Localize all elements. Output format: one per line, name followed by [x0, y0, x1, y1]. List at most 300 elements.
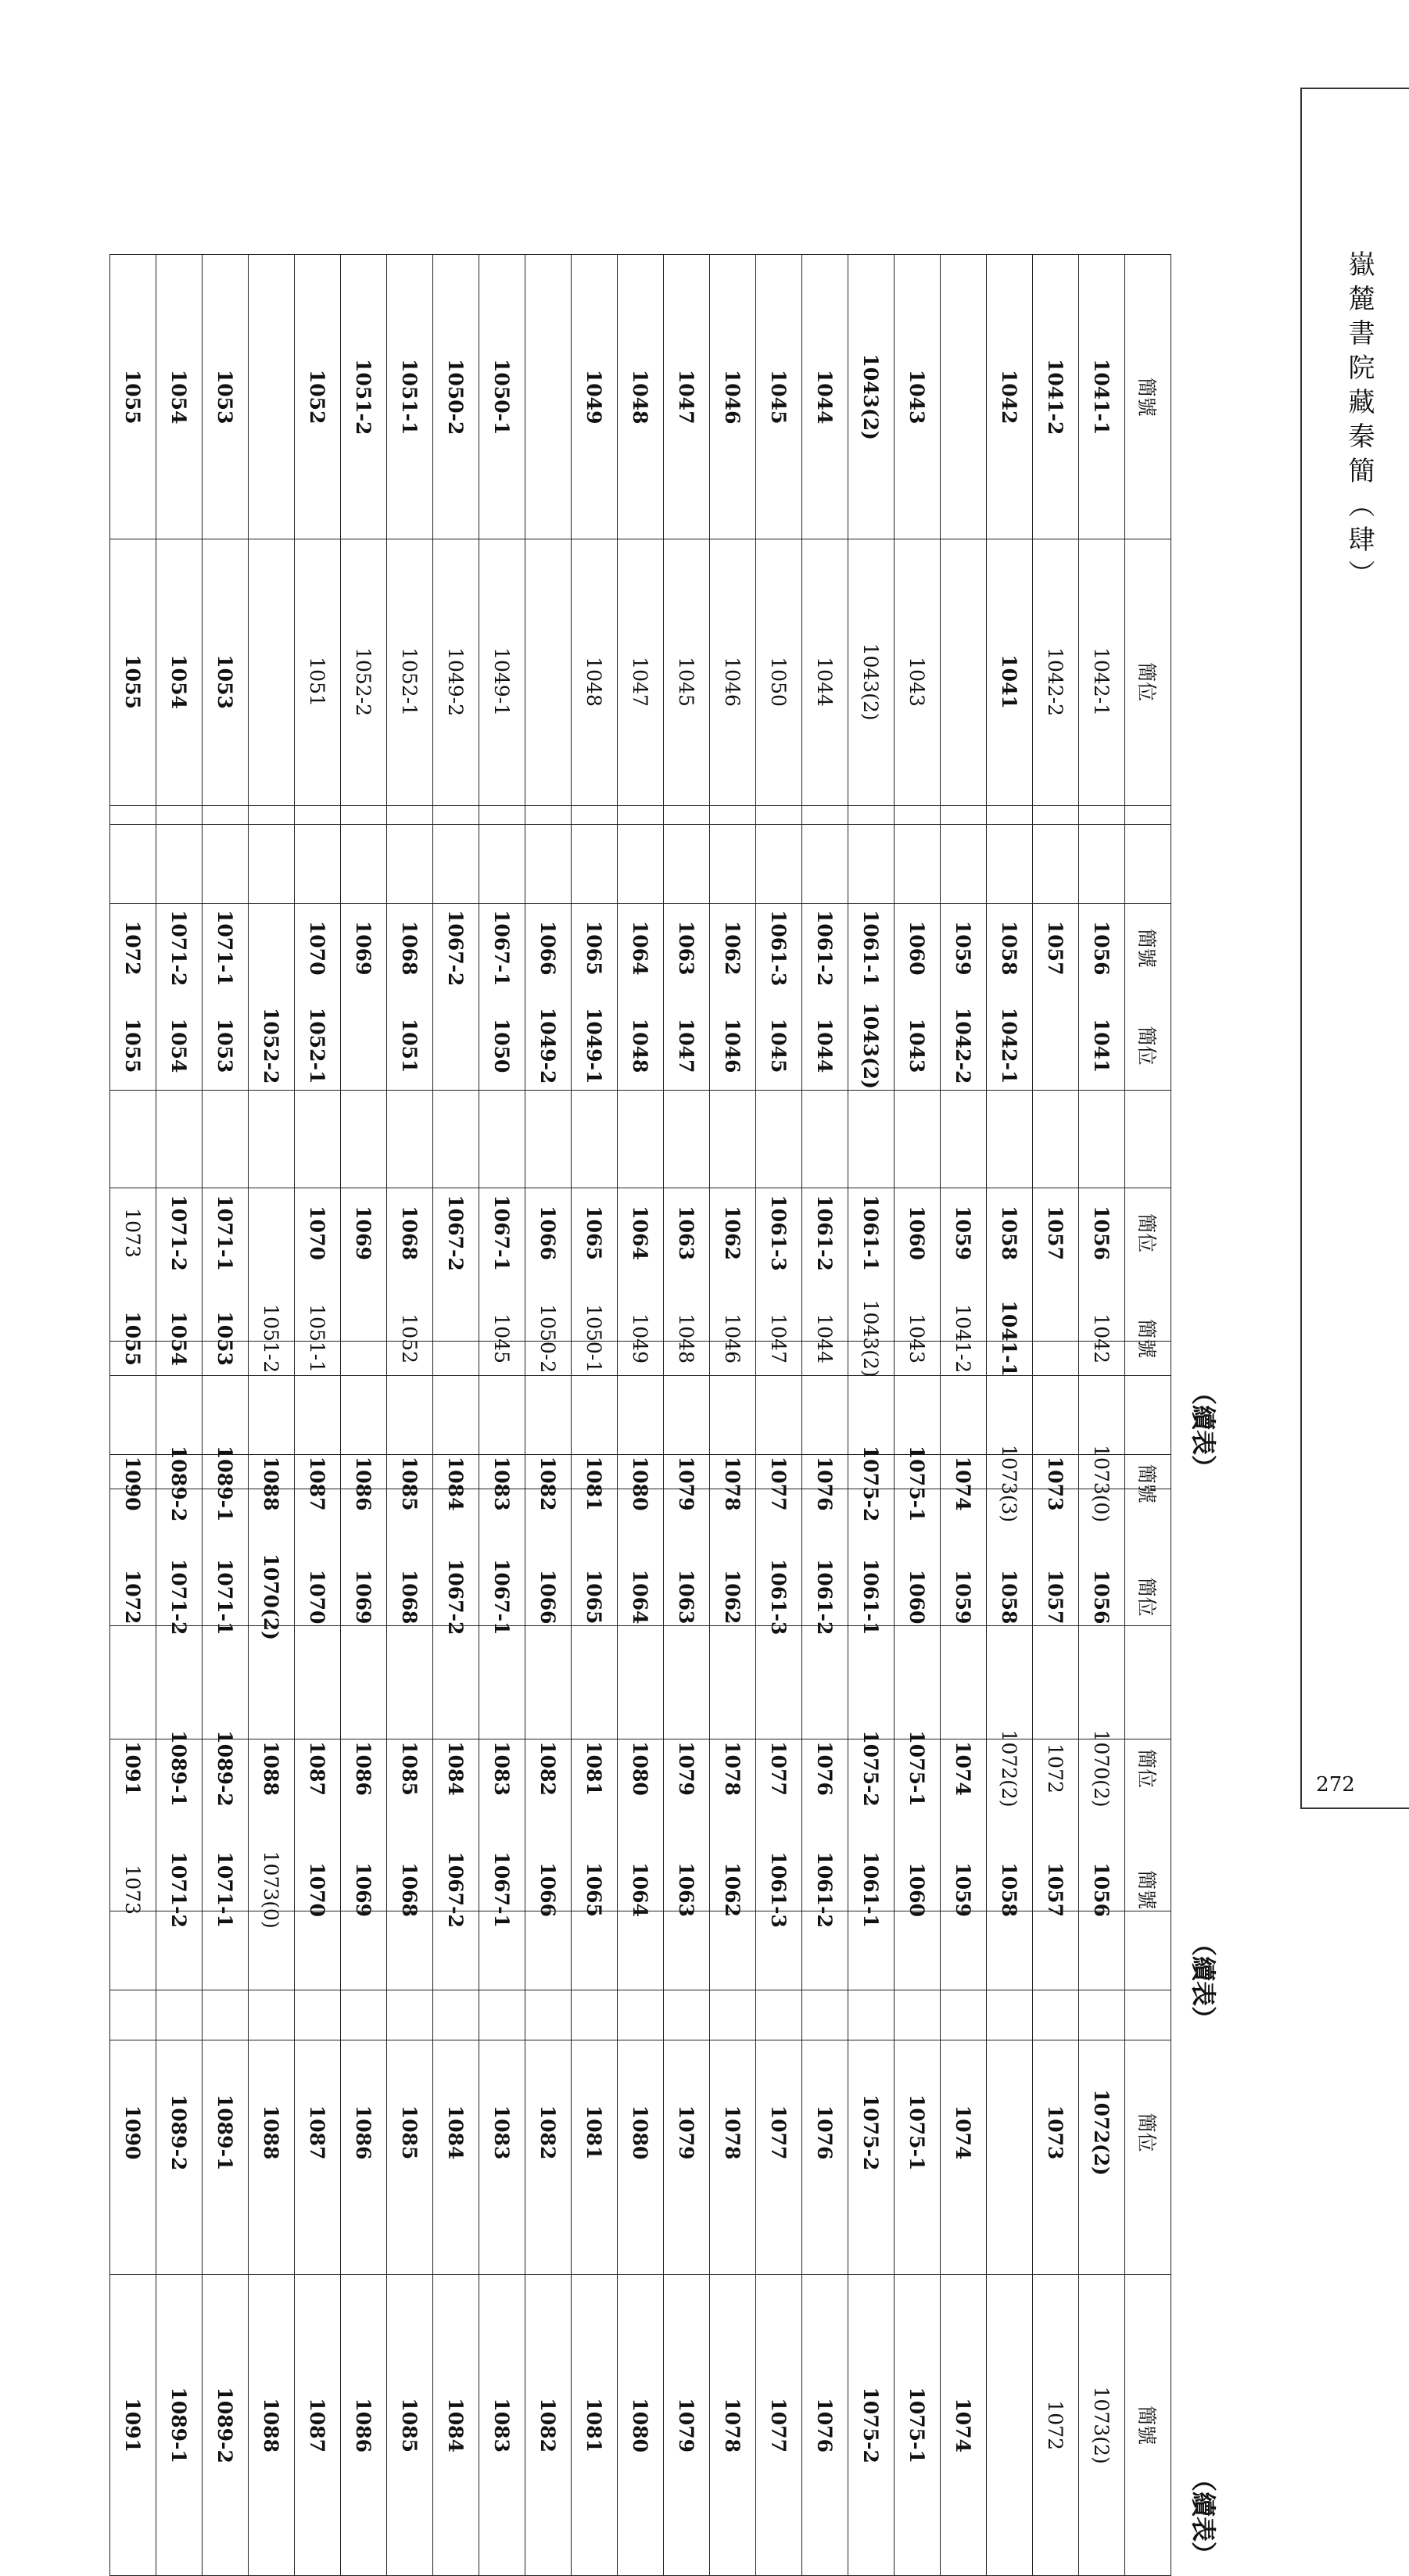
table-cell: 1082: [525, 2275, 572, 2576]
table-cell: 1060: [895, 1091, 941, 1375]
table-cell: 1043(2): [848, 255, 895, 539]
table-cell: 1081: [572, 2275, 618, 2576]
table-cell: 1061-1: [848, 1739, 895, 2040]
table-cell: 1054: [156, 539, 203, 824]
table-cell: 1062: [710, 1454, 756, 1739]
table-cell: 1059: [941, 1454, 987, 1739]
table-row: [664, 1342, 710, 2576]
table-cell: 1045: [756, 903, 802, 1188]
table-cell: 1042-1: [987, 903, 1033, 1188]
table-cell: 1089-1: [156, 1626, 203, 1911]
table-cell: 1047: [618, 539, 664, 824]
column-header: 簡號: [1125, 255, 1171, 539]
table-cell: 1058: [987, 1739, 1033, 2040]
table-cell: 1072: [1033, 1626, 1079, 1911]
table-cell: 1050: [756, 539, 802, 824]
table-row: [1033, 1342, 1079, 2576]
table-cell: 1059: [941, 1091, 987, 1375]
table-cell: 1073(3): [987, 1342, 1033, 1626]
table-cell: [525, 539, 572, 824]
table-row: [572, 1342, 618, 2576]
table-cell: 1043: [895, 1188, 941, 1489]
table-cell: 1067-2: [433, 1739, 479, 2040]
separator-cell: [156, 1911, 203, 1990]
table-cell: 1043(2): [848, 1188, 895, 1489]
column-header: 簡位: [1125, 1454, 1171, 1739]
table-cell: [249, 255, 295, 539]
table-cell: 1052-2: [341, 539, 387, 824]
table-cell: 1061-3: [756, 806, 802, 1091]
table-cell: 1055: [110, 539, 156, 824]
table-cell: 1076: [802, 1990, 848, 2274]
table-cell: 1075-1: [895, 1626, 941, 1911]
table-row: [618, 1342, 664, 2576]
table-cell: 1057: [1033, 1739, 1079, 2040]
table-caption: （續表）: [1189, 2466, 1218, 2567]
collation-table: [109, 1341, 1171, 2576]
separator-cell: [802, 1911, 848, 1990]
table-cell: 1074: [941, 1990, 987, 2274]
table-cell: 1078: [710, 1990, 756, 2274]
table-cell: 1052-1: [295, 903, 341, 1188]
table-cell: 1051-1: [387, 255, 433, 539]
table-cell: 1080: [618, 2275, 664, 2576]
table-cell: 1043: [895, 539, 941, 824]
table-cell: 1061-1: [848, 1091, 895, 1375]
table-cell: 1057: [1033, 1454, 1079, 1739]
table-cell: 1075-1: [895, 1342, 941, 1626]
table-cell: 1081: [572, 1990, 618, 2274]
table-cell: 1041-2: [1033, 255, 1079, 539]
table-cell: 1052: [295, 255, 341, 539]
table-cell: 1045: [756, 255, 802, 539]
table-cell: 1073: [110, 1739, 156, 2040]
table-cell: 1079: [664, 1342, 710, 1626]
table-cell: 1081: [572, 1626, 618, 1911]
table-cell: 1082: [525, 1342, 572, 1626]
table-caption: （續表）: [1189, 1930, 1218, 2031]
table-cell: 1065: [572, 1454, 618, 1739]
table-cell: 1090: [110, 1990, 156, 2274]
table-cell: 1069: [341, 1454, 387, 1739]
table-cell: 1053: [203, 255, 249, 539]
table-cell: 1062: [710, 1091, 756, 1375]
separator-cell: [295, 1911, 341, 1990]
table-cell: 1073: [110, 1091, 156, 1375]
table-cell: 1049-2: [525, 903, 572, 1188]
table-cell: 1071-2: [156, 1091, 203, 1375]
table-row: [941, 1342, 987, 2576]
table-cell: 1060: [895, 1739, 941, 2040]
table-cell: 1058: [987, 1091, 1033, 1375]
table-cell: 1061-1: [848, 1454, 895, 1739]
table-row: [341, 1342, 387, 2576]
table-cell: 1041: [1079, 903, 1125, 1188]
table-cell: 1067-1: [479, 1454, 525, 1739]
table-cell: 1087: [295, 1626, 341, 1911]
table-cell: 1086: [341, 2275, 387, 2576]
separator-cell: [664, 1911, 710, 1990]
table-row: [249, 1342, 295, 2576]
table-row: [895, 1342, 941, 2576]
table-cell: 1071-2: [156, 1739, 203, 2040]
table-cell: 1089-1: [156, 2275, 203, 2576]
table-cell: 1085: [387, 1626, 433, 1911]
table-cell: [987, 2275, 1033, 2576]
table-cell: 1083: [479, 1342, 525, 1626]
table-cell: 1045: [664, 539, 710, 824]
table-cell: 1047: [664, 255, 710, 539]
table-cell: 1048: [618, 255, 664, 539]
table-cell: 1052-2: [249, 903, 295, 1188]
table-cell: 1075-2: [848, 1342, 895, 1626]
table-cell: 1075-2: [848, 2275, 895, 2576]
table-cell: 1082: [525, 1990, 572, 2274]
table-cell: 1053: [203, 1188, 249, 1489]
table-cell: 1074: [941, 1626, 987, 1911]
table-cell: 1064: [618, 1091, 664, 1375]
separator-cell: [203, 1911, 249, 1990]
running-book-title: 嶽麓書院藏秦簡（肆）: [1343, 250, 1375, 594]
table-cell: 1085: [387, 1342, 433, 1626]
column-header: 簡位: [1125, 1626, 1171, 1911]
table-cell: 1061-1: [848, 806, 895, 1091]
table-cell: 1070: [295, 806, 341, 1091]
table-cell: 1070: [295, 1091, 341, 1375]
table-cell: 1055: [110, 1188, 156, 1489]
table-cell: 1078: [710, 1626, 756, 1911]
table-cell: 1047: [756, 1188, 802, 1489]
table-cell: 1087: [295, 1990, 341, 2274]
table-cell: 1065: [572, 1739, 618, 2040]
table-row: [433, 1342, 479, 2576]
table-cell: 1079: [664, 1626, 710, 1911]
table-cell: 1058: [987, 1454, 1033, 1739]
table-cell: 1056: [1079, 806, 1125, 1091]
table-cell: 1046: [710, 1188, 756, 1489]
table-cell: 1042-2: [941, 903, 987, 1188]
table-cell: 1076: [802, 1626, 848, 1911]
table-cell: 1083: [479, 1990, 525, 2274]
column-header: 簡位: [1125, 903, 1171, 1188]
table-cell: 1057: [1033, 1091, 1079, 1375]
table-cell: 1073: [1033, 1342, 1079, 1626]
table-cell: [525, 255, 572, 539]
table-cell: 1071-1: [203, 1739, 249, 2040]
table-cell: 1070(2): [1079, 1626, 1125, 1911]
table-cell: 1046: [710, 903, 756, 1188]
page-number: 272: [1316, 1773, 1355, 1797]
table-cell: 1070: [295, 1454, 341, 1739]
table-cell: 1070(2): [249, 1454, 295, 1739]
table-cell: 1075-2: [848, 1626, 895, 1911]
table-cell: 1066: [525, 1739, 572, 2040]
table-cell: 1066: [525, 1454, 572, 1739]
table-cell: 1061-2: [802, 806, 848, 1091]
separator-cell: [249, 1911, 295, 1990]
table-cell: 1071-1: [203, 1454, 249, 1739]
column-header: 簡位: [1125, 539, 1171, 824]
separator-cell: [895, 1911, 941, 1990]
table-cell: [987, 1990, 1033, 2274]
table-cell: 1050: [479, 903, 525, 1188]
table-cell: 1066: [525, 1091, 572, 1375]
table-cell: 1089-2: [203, 2275, 249, 2576]
table-cell: 1041: [987, 539, 1033, 824]
table-cell: 1078: [710, 1342, 756, 1626]
table-cell: 1062: [710, 806, 756, 1091]
table-cell: 1044: [802, 903, 848, 1188]
table-cell: 1072(2): [987, 1626, 1033, 1911]
table-cell: 1070: [295, 1739, 341, 2040]
table-cell: [249, 539, 295, 824]
table-cell: 1048: [572, 539, 618, 824]
table-cell: 1065: [572, 1091, 618, 1375]
table-cell: 1054: [156, 1188, 203, 1489]
table-cell: 1077: [756, 1342, 802, 1626]
table-cell: 1081: [572, 1342, 618, 1626]
table-cell: 1059: [941, 1739, 987, 2040]
table-cell: 1069: [341, 1739, 387, 2040]
table-cell: 1074: [941, 2275, 987, 2576]
table-cell: 1065: [572, 806, 618, 1091]
table-cell: 1068: [387, 1091, 433, 1375]
separator-cell: [1079, 1911, 1125, 1990]
table-cell: 1075-1: [895, 1990, 941, 2274]
table-cell: 1069: [341, 1091, 387, 1375]
table-cell: 1091: [110, 2275, 156, 2576]
table-cell: 1088: [249, 2275, 295, 2576]
table-cell: 1064: [618, 806, 664, 1091]
table-cell: 1043(2): [848, 903, 895, 1188]
table-cell: 1077: [756, 2275, 802, 2576]
table-cell: 1055: [110, 903, 156, 1188]
table-row: [802, 1342, 848, 2576]
table-cell: 1054: [156, 903, 203, 1188]
column-header: 簡號: [1125, 2275, 1171, 2576]
table-cell: 1071-1: [203, 1091, 249, 1375]
table-cell: 1050-2: [433, 255, 479, 539]
table-cell: 1088: [249, 1990, 295, 2274]
table-cell: 1076: [802, 1342, 848, 1626]
table-row: [987, 1342, 1033, 2576]
table-row: [710, 1342, 756, 2576]
table-cell: 1061-2: [802, 1454, 848, 1739]
table-row: [1079, 1342, 1125, 2576]
table-cell: 1043: [895, 903, 941, 1188]
table-cell: 1049: [618, 1188, 664, 1489]
separator-cell: [756, 1911, 802, 1990]
table-cell: 1080: [618, 1626, 664, 1911]
table-cell: 1061-3: [756, 1091, 802, 1375]
table-cell: 1042-2: [1033, 539, 1079, 824]
separator-cell: [341, 1911, 387, 1990]
table-cell: 1048: [618, 903, 664, 1188]
table-cell: 1067-2: [433, 1091, 479, 1375]
table-row: [387, 1342, 433, 2576]
table-cell: 1066: [525, 806, 572, 1091]
table-row: [848, 1342, 895, 2576]
table-cell: 1069: [341, 806, 387, 1091]
table-cell: 1084: [433, 1342, 479, 1626]
table-cell: 1049-2: [433, 539, 479, 824]
table-row: [479, 1342, 525, 2576]
table-cell: 1044: [802, 1188, 848, 1489]
table-cell: 1067-1: [479, 1739, 525, 2040]
table-cell: 1061-2: [802, 1091, 848, 1375]
table-row: [203, 1342, 249, 2576]
table-cell: 1049-1: [479, 539, 525, 824]
table-cell: 1064: [618, 1739, 664, 2040]
table-cell: 1085: [387, 1990, 433, 2274]
table-cell: 1078: [710, 2275, 756, 2576]
table-cell: 1041-1: [987, 1188, 1033, 1489]
table-cell: 1067-1: [479, 1091, 525, 1375]
separator-cell: [525, 1911, 572, 1990]
table-cell: 1072(2): [1079, 1990, 1125, 2274]
table-cell: 1052: [387, 1188, 433, 1489]
table-cell: 1072: [110, 1454, 156, 1739]
table-cell: 1079: [664, 2275, 710, 2576]
table-cell: 1043: [895, 255, 941, 539]
table-cell: 1089-1: [203, 1342, 249, 1626]
table-cell: 1068: [387, 1454, 433, 1739]
table-cell: [249, 1091, 295, 1375]
table-cell: 1088: [249, 1342, 295, 1626]
separator-cell: [1033, 1911, 1079, 1990]
table-cell: 1063: [664, 1091, 710, 1375]
separator-cell: [987, 1911, 1033, 1990]
table-cell: 1084: [433, 2275, 479, 2576]
separator-cell: [1125, 1911, 1171, 1990]
table-cell: 1075-1: [895, 2275, 941, 2576]
separator-cell: [710, 1911, 756, 1990]
table-cell: 1077: [756, 1990, 802, 2274]
table-cell: 1087: [295, 2275, 341, 2576]
table-cell: 1042: [1079, 1188, 1125, 1489]
table-cell: 1056: [1079, 1091, 1125, 1375]
table-row: [756, 1342, 802, 2576]
table-cell: 1044: [802, 539, 848, 824]
separator-cell: [941, 1911, 987, 1990]
table-cell: 1091: [110, 1626, 156, 1911]
table-cell: 1071-2: [156, 806, 203, 1091]
table-cell: 1064: [618, 1454, 664, 1739]
table-cell: 1051-1: [295, 1188, 341, 1489]
table-cell: 1046: [710, 539, 756, 824]
table-cell: 1061-3: [756, 1739, 802, 2040]
separator-cell: [110, 1911, 156, 1990]
table-cell: 1082: [525, 1626, 572, 1911]
table-cell: 1073(0): [1079, 1342, 1125, 1626]
table-cell: 1090: [110, 1342, 156, 1626]
table-cell: 1083: [479, 2275, 525, 2576]
table-cell: 1067-1: [479, 806, 525, 1091]
table-cell: 1075-2: [848, 1990, 895, 2274]
table-cell: 1080: [618, 1990, 664, 2274]
table-cell: 1048: [664, 1188, 710, 1489]
separator-cell: [848, 1911, 895, 1990]
table-cell: 1053: [203, 903, 249, 1188]
table-row: [156, 1342, 203, 2576]
table-cell: 1061-2: [802, 1739, 848, 2040]
table-cell: 1086: [341, 1990, 387, 2274]
table-cell: 1049: [572, 255, 618, 539]
table-cell: 1071-1: [203, 806, 249, 1091]
column-header: 簡號: [1125, 1188, 1171, 1489]
table-row: [295, 1342, 341, 2576]
column-header: 簡號: [1125, 806, 1171, 1091]
table-cell: 1046: [710, 255, 756, 539]
table-cell: 1073(0): [249, 1739, 295, 2040]
table-cell: 1045: [479, 1188, 525, 1489]
table-cell: 1088: [249, 1626, 295, 1911]
table-cell: 1061-3: [756, 1454, 802, 1739]
table-cell: 1062: [710, 1739, 756, 2040]
table-cell: 1044: [802, 255, 848, 539]
table-cell: 1089-2: [156, 1342, 203, 1626]
table-cell: 1049-1: [572, 903, 618, 1188]
table-cell: 1068: [387, 806, 433, 1091]
table-cell: 1063: [664, 806, 710, 1091]
table-cell: 1072: [1033, 2275, 1079, 2576]
table-cell: 1063: [664, 1454, 710, 1739]
column-header: 簡號: [1125, 1342, 1171, 1626]
table-row: [110, 1342, 156, 2576]
table-cell: 1086: [341, 1342, 387, 1626]
table-cell: [941, 255, 987, 539]
table-cell: 1050-2: [525, 1188, 572, 1489]
table-cell: [941, 539, 987, 824]
table-cell: 1084: [433, 1990, 479, 2274]
table-cell: 1083: [479, 1626, 525, 1911]
table-caption: （續表）: [1189, 1379, 1218, 1480]
table-cell: 1056: [1079, 1454, 1125, 1739]
table-cell: 1055: [110, 255, 156, 539]
table-cell: 1072: [110, 806, 156, 1091]
table-cell: 1042: [987, 255, 1033, 539]
table-cell: 1060: [895, 806, 941, 1091]
column-header: 簡位: [1125, 1990, 1171, 2274]
separator-cell: [433, 1911, 479, 1990]
table-cell: 1073(2): [1079, 2275, 1125, 2576]
table-cell: 1086: [341, 1626, 387, 1911]
table-cell: 1052-1: [387, 539, 433, 824]
table-cell: [249, 806, 295, 1091]
table-header-row: [1125, 1342, 1171, 2576]
table-row: [525, 1342, 572, 2576]
table-cell: 1059: [941, 806, 987, 1091]
column-header: 簡號: [1125, 1739, 1171, 2040]
table-cell: 1060: [895, 1454, 941, 1739]
table-cell: 1042-1: [1079, 539, 1125, 824]
table-cell: 1085: [387, 2275, 433, 2576]
table-cell: 1050-1: [479, 255, 525, 539]
table-cell: 1056: [1079, 1739, 1125, 2040]
table-cell: 1043(2): [848, 539, 895, 824]
table-cell: 1047: [664, 903, 710, 1188]
table-cell: 1074: [941, 1342, 987, 1626]
table-cell: 1041-1: [1079, 255, 1125, 539]
table-cell: 1050-1: [572, 1188, 618, 1489]
table-cell: 1080: [618, 1342, 664, 1626]
table-cell: 1084: [433, 1626, 479, 1911]
table-cell: 1041-2: [941, 1188, 987, 1489]
table-cell: 1053: [203, 539, 249, 824]
column-header: 簡位: [1125, 1091, 1171, 1375]
table-cell: 1076: [802, 2275, 848, 2576]
table-cell: 1051: [295, 539, 341, 824]
